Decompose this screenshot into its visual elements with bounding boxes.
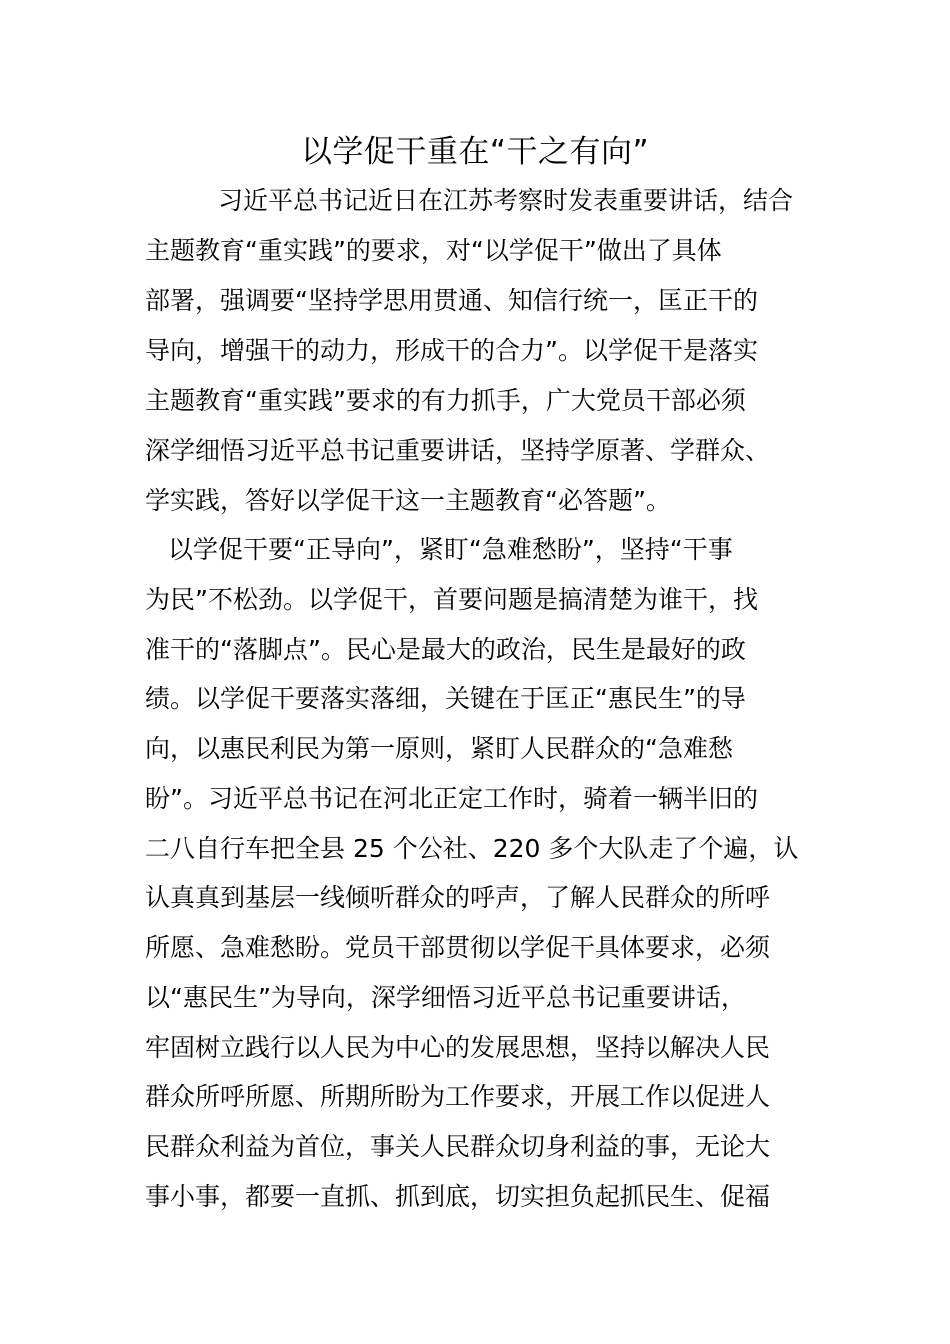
body-line: 向，以惠民利民为第一原则，紧盯人民群众的“急难愁: [145, 734, 733, 763]
body-line: 准干的“落脚点”。民心是最大的政治，民生是最好的政: [145, 635, 746, 664]
body-line: 导向，增强干的动力，形成干的合力”。以学促干是落实: [145, 336, 758, 365]
body-line: 部署，强调要“坚持学思用贯通、知信行统一，匡正干的: [145, 286, 758, 315]
body-line: 民群众利益为首位，事关人民群众切身利益的事，无论大: [145, 1132, 771, 1161]
body-line: 群众所呼所愿、所期所盼为工作要求，开展工作以促进人: [145, 1082, 771, 1111]
body-line: 为民”不松劲。以学促干，首要问题是搞清楚为谁干，找: [145, 585, 758, 614]
body-line: 主题教育“重实践”要求的有力抓手，广大党员干部必须: [145, 386, 746, 415]
body-line: 深学细悟习近平总书记重要讲话，坚持学原著、学群众、: [145, 436, 771, 465]
body-line: 二八自行车把全县 25 个公社、220 多个大队走了个遍，认: [145, 834, 799, 863]
body-line: 盼”。习近平总书记在河北正定工作时，骑着一辆半旧的: [145, 784, 758, 813]
body-line: 主题教育“重实践”的要求，对“以学促干”做出了具体: [145, 236, 722, 265]
body-line: 绩。以学促干要落实落细，关键在于匡正“惠民生”的导: [145, 684, 746, 713]
body-line: 以“惠民生”为导向，深学细悟习近平总书记重要讲话，: [145, 983, 746, 1012]
body-line: 以学促干要“正导向”，紧盯“急难愁盼”，坚持“干事: [168, 535, 733, 564]
document-title: 以学促干重在“干之有向”: [300, 134, 650, 170]
body-line: 学实践，答好以学促干这一主题教育“必答题”。: [145, 486, 671, 515]
body-line: 习近平总书记近日在江苏考察时发表重要讲话，结合: [218, 186, 794, 215]
body-line: 所愿、急难愁盼。党员干部贯彻以学促干具体要求，必须: [145, 933, 771, 962]
body-line: 牢固树立践行以人民为中心的发展思想，坚持以解决人民: [145, 1033, 771, 1062]
body-line: 事小事，都要一直抓、抓到底，切实担负起抓民生、促福: [145, 1182, 771, 1211]
body-line: 认真真到基层一线倾听群众的呼声，了解人民群众的所呼: [145, 883, 771, 912]
